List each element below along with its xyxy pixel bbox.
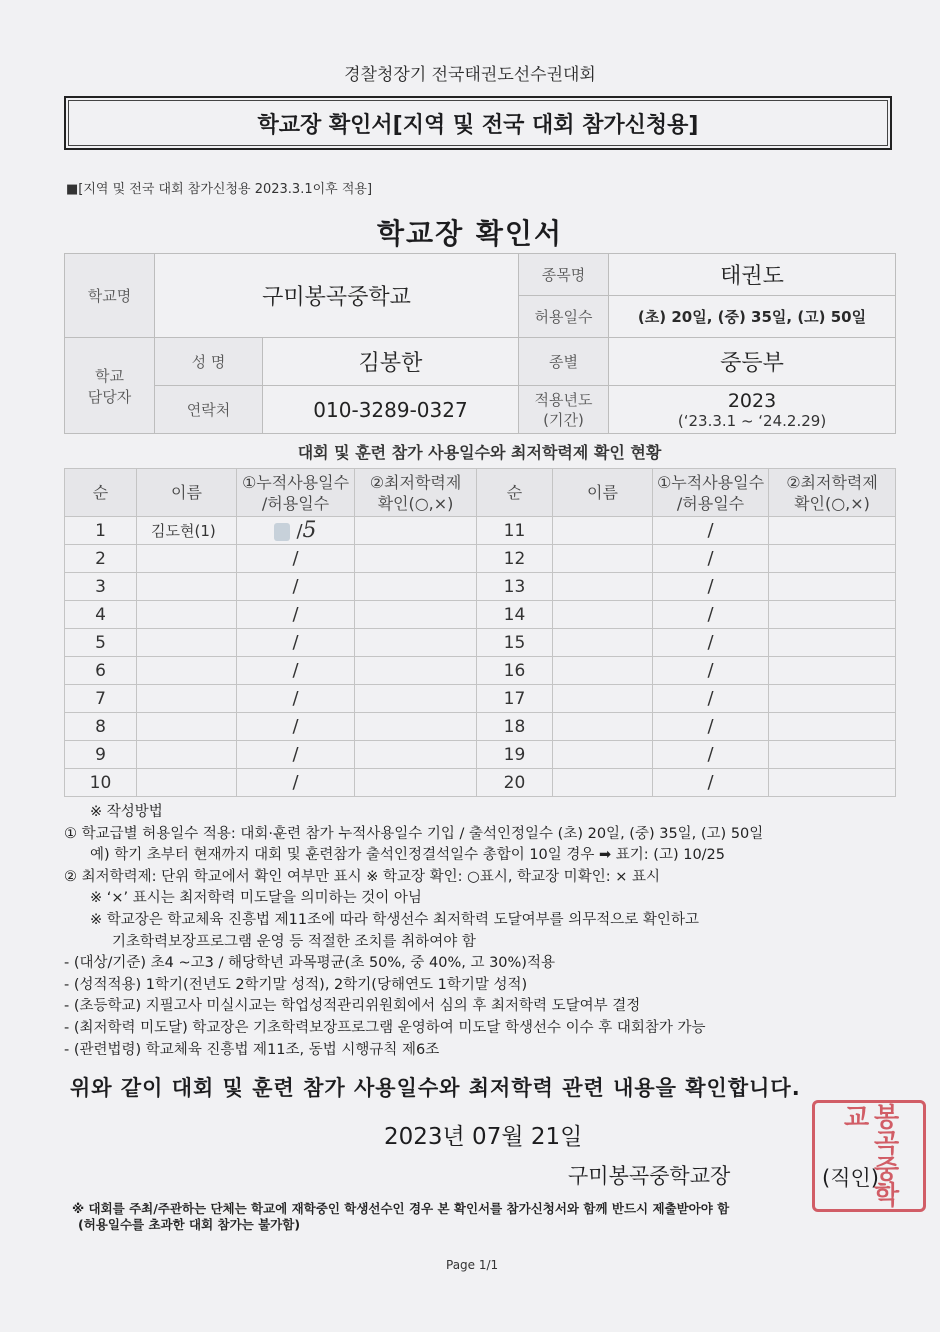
roster-days [237,629,355,657]
instruction-line: ※ 학교장은 학교체육 진흥법 제11조에 따라 학생선수 최저학력 도달여부를 의무적으로 확인하고 [90,911,699,928]
table-row [65,545,896,573]
roster-days [237,573,355,601]
days-slash: / [707,688,714,709]
roster-name [553,517,653,545]
roster-name [137,657,237,685]
footer-note-sub: (허용일수를 초과한 대회 참가는 불가함) [78,1217,301,1232]
roster-num: 12 [477,545,553,573]
document-title: 학교장 확인서 [376,217,564,250]
school-name: 구미봉곡중학교 [155,254,519,338]
roster-days [653,629,769,657]
roster-name [137,769,237,797]
days-slash: / [296,521,303,542]
roster-num: 16 [477,657,553,685]
roster-name [137,685,237,713]
roster-num: 11 [477,517,553,545]
roster-grade [355,769,477,797]
days-slash: / [292,548,299,569]
table-row [65,685,896,713]
roster-grade [769,601,896,629]
page-number: Page 1/1 [446,1258,499,1272]
roster-name [137,601,237,629]
roster-num: 5 [65,629,137,657]
roster-grade [769,741,896,769]
footer-note: ※ 대회를 주최/주관하는 단체는 학교에 재학중인 학생선수인 경우 본 확인서를 참가신청서와 함께 반드시 제출받아야 함 [72,1201,730,1216]
days-slash: / [292,632,299,653]
roster-name [553,573,653,601]
instruction-line: - (관련법령) 학교체육 진흥법 제11조, 동법 시행규칙 제6조 [64,1041,440,1058]
roster-num: 1 [65,517,137,545]
roster-name [553,629,653,657]
seal-lettering: 봉곡중학교 [839,1103,899,1207]
roster-name [553,601,653,629]
roster-days [653,545,769,573]
school-info-table [64,253,896,434]
roster-days [237,517,355,545]
days-slash: / [292,688,299,709]
event-title: 경찰청장기 전국태권도선수권대회 [344,65,596,85]
days-slash: / [292,744,299,765]
principal-title: 구미봉곡중학교장 [568,1164,731,1188]
roster-grade [355,713,477,741]
days-slash: / [707,520,714,541]
roster-days [653,573,769,601]
days-slash: / [707,772,714,793]
roster-days [237,713,355,741]
instruction-line: - (대상/기준) 초4 ~고3 / 해당학년 과목평균(초 50%, 중 40%, 고 30%)적용 [64,955,555,972]
roster-num: 10 [65,769,137,797]
days-slash: / [707,576,714,597]
days-slash: / [707,604,714,625]
roster-num: 7 [65,685,137,713]
roster-days [653,713,769,741]
table-row [65,657,896,685]
school-name-label: 학교명 [65,254,155,338]
days-slash: / [292,716,299,737]
roster-grade [769,545,896,573]
days-slash: / [707,716,714,737]
roster-num: 3 [65,573,137,601]
table-row [65,573,896,601]
document-banner: 학교장 확인서[지역 및 전국 대회 참가신청용] [64,96,892,150]
roster-days [237,769,355,797]
year-cell [609,386,896,434]
roster-days [653,685,769,713]
roster-table [64,468,896,797]
roster-name [137,713,237,741]
days-slash: / [707,660,714,681]
days-slash: / [292,772,299,793]
instruction-line: ※ ‘×’ 표시는 최저학력 미도달을 의미하는 것이 아님 [90,890,422,907]
year: 2023 [727,389,777,412]
redaction-mark [274,523,290,541]
roster-days [653,517,769,545]
header-name: 이름 [137,469,237,517]
official-seal-stamp [812,1100,926,1212]
roster-grade [769,629,896,657]
roster-grade [769,573,896,601]
roster-num: 15 [477,629,553,657]
roster-grade [355,573,477,601]
days-slash: / [292,576,299,597]
table-row [65,601,896,629]
roster-grade [769,517,896,545]
roster-grade [355,629,477,657]
roster-num: 4 [65,601,137,629]
apply-note: ■[지역 및 전국 대회 참가신청용 2023.3.1이후 적용] [66,182,373,197]
roster-days [237,545,355,573]
table-row [65,713,896,741]
header-grade: ②최저학력제 확인(○,×) [355,469,477,517]
roster-name [553,769,653,797]
roster-grade [769,685,896,713]
instruction-line: 예) 학기 초부터 현재까지 대회 및 훈련참가 출석인정결석일수 총합이 10일 경우 ➡ 표기: (고) 10/25 [90,847,726,864]
roster-name [137,545,237,573]
roster-grade [355,545,477,573]
roster-name [553,685,653,713]
roster-grade [355,741,477,769]
roster-days [237,601,355,629]
instruction-line: ※ 작성방법 [90,804,163,820]
instruction-line: 기초학력보장프로그램 운영 등 적절한 조치를 취하여야 함 [112,933,476,950]
header-name: 이름 [553,469,653,517]
roster-days [653,741,769,769]
roster-name [553,657,653,685]
manager-label: 학교 담당자 [65,338,155,434]
roster-name [137,629,237,657]
sport-label: 종목명 [519,254,609,296]
division: 중등부 [609,338,896,386]
roster-grade [355,601,477,629]
roster-days [653,657,769,685]
roster-grade [355,517,477,545]
roster-num: 2 [65,545,137,573]
manager-name: 김봉한 [263,338,519,386]
header-num: 순 [477,469,553,517]
roster-name [137,741,237,769]
roster-grade [769,769,896,797]
header-num: 순 [65,469,137,517]
roster-name [553,741,653,769]
header-days: ①누적사용일수 /허용일수 [237,469,355,517]
roster-name [553,713,653,741]
roster-num: 19 [477,741,553,769]
contact: 010-3289-0327 [263,386,519,434]
handwritten-days: 5 [302,518,317,543]
roster-days [653,601,769,629]
table-row [65,517,896,545]
roster-num: 20 [477,769,553,797]
roster-num: 14 [477,601,553,629]
name-label: 성 명 [155,338,263,386]
allowed-days: (초) 20일, (중) 35일, (고) 50일 [609,296,896,338]
header-grade: ②최저학력제 확인(○,×) [769,469,896,517]
writing-instructions [64,802,904,1061]
days-slash: / [292,604,299,625]
confirmation-statement: 위와 같이 대회 및 훈련 참가 사용일수와 최저학력 관련 내용을 확인합니다. [70,1076,801,1100]
table-row [65,741,896,769]
days-slash: / [707,744,714,765]
roster-days [237,685,355,713]
roster-days [237,657,355,685]
days-slash: / [707,548,714,569]
roster-grade [769,657,896,685]
sport: 태권도 [609,254,896,296]
roster-num: 6 [65,657,137,685]
instruction-line: ① 학교급별 허용일수 적용: 대회·훈련 참가 누적사용일수 기입 / 출석인정일수 (초) 20일, (중) 35일, (고) 50일 [64,825,764,842]
contact-label: 연락처 [155,386,263,434]
instruction-line: - (초등학교) 지필고사 미실시교는 학업성적관리위원회에서 심의 후 최저학력 도달여부 결정 [64,998,641,1015]
roster-name: 김도현(1) [137,517,237,545]
allowed-days-label: 허용일수 [519,296,609,338]
status-title: 대회 및 훈련 참가 사용일수와 최저학력제 확인 현황 [297,443,662,462]
table-row [65,769,896,797]
roster-num: 13 [477,573,553,601]
roster-num: 18 [477,713,553,741]
instruction-line: ② 최저학력제: 단위 학교에서 확인 여부만 표시 ※ 학교장 확인: ○표시, 학교장 미확인: × 표시 [64,868,660,885]
roster-days [653,769,769,797]
seal-label: (직인) [822,1166,879,1190]
roster-name [137,573,237,601]
roster-name [553,545,653,573]
roster-grade [355,657,477,685]
instruction-line: - (최저학력 미도달) 학교장은 기초학력보장프로그램 운영하여 미도달 학생선수 이수 후 대회참가 가능 [64,1019,706,1036]
year-label: 적용년도 (기간) [519,386,609,434]
days-slash: / [707,632,714,653]
period: (‘23.3.1 ~ ‘24.2.29) [677,411,827,430]
roster-grade [769,713,896,741]
roster-grade [355,685,477,713]
roster-num: 17 [477,685,553,713]
division-label: 종별 [519,338,609,386]
roster-num: 9 [65,741,137,769]
roster-num: 8 [65,713,137,741]
issue-date: 2023년 07월 21일 [384,1124,583,1150]
days-slash: / [292,660,299,681]
table-row [65,629,896,657]
instruction-line: - (성적적용) 1학기(전년도 2학기말 성적), 2학기(당해연도 1학기말 성적) [64,976,528,993]
header-days: ①누적사용일수 /허용일수 [653,469,769,517]
roster-days [237,741,355,769]
